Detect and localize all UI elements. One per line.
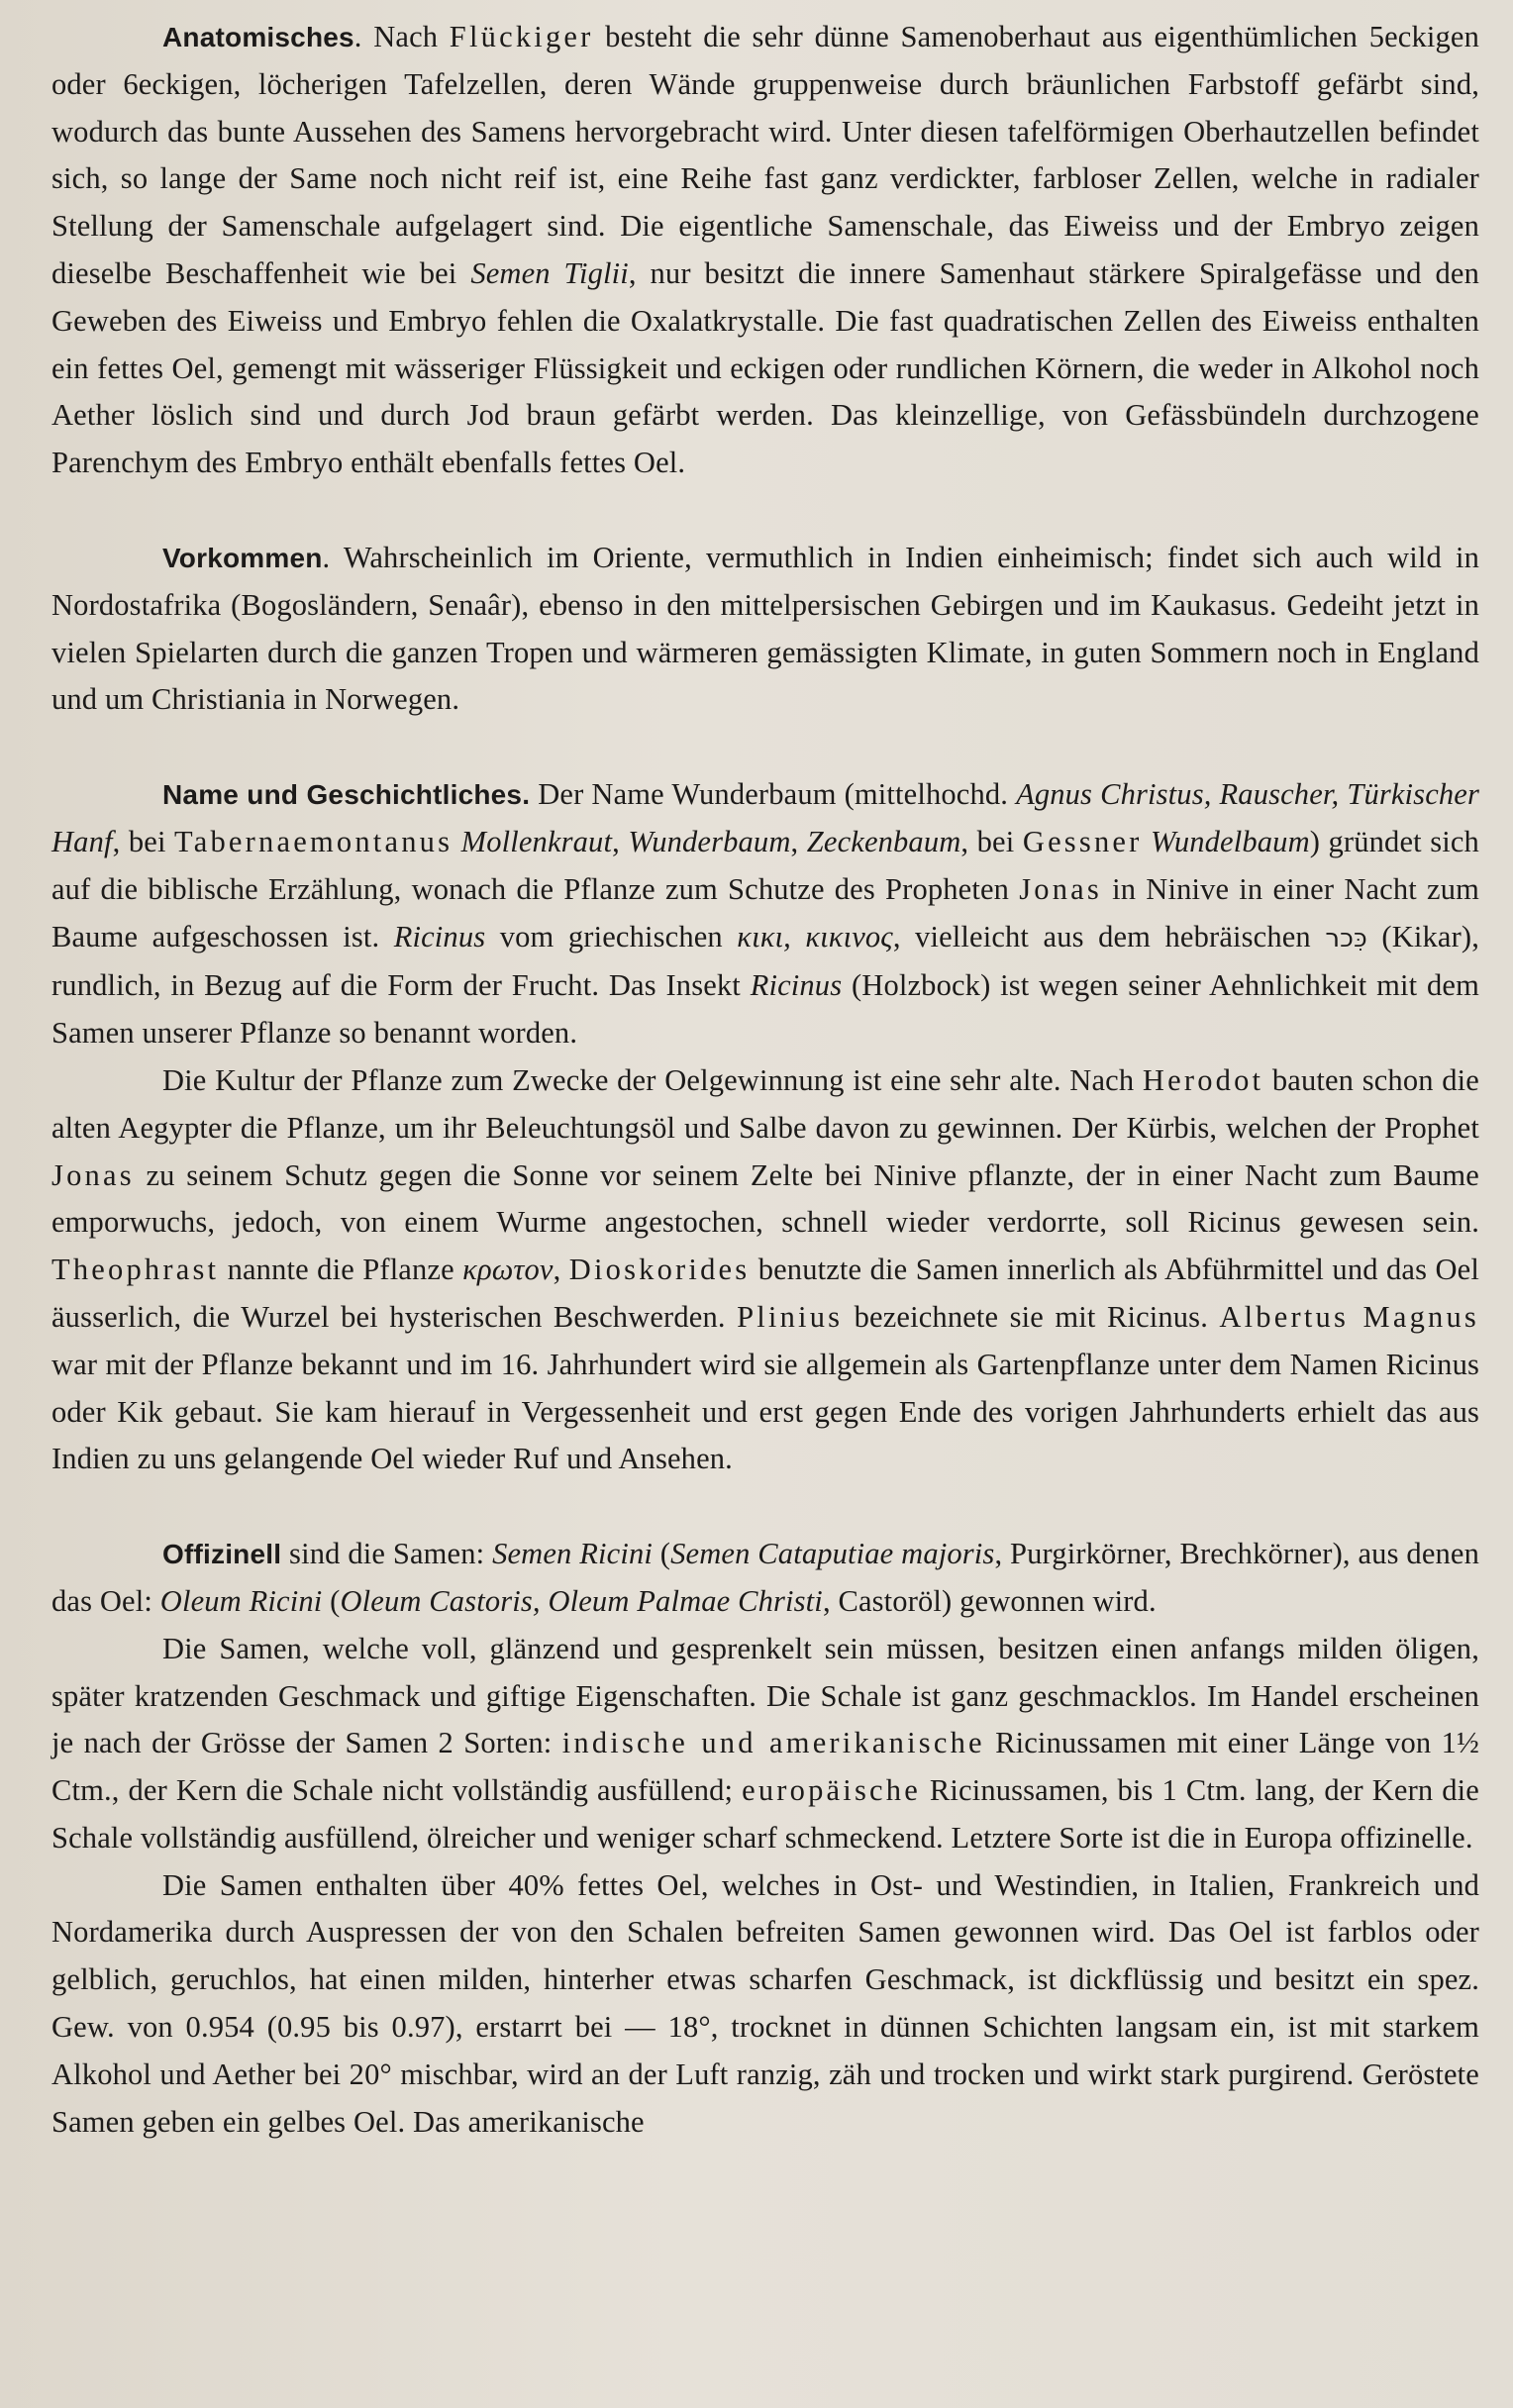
text-run: Ricinussamen mit einer Länge von 1½ Ctm., der Kern die Schale nicht vollständig ausfüllend; xyxy=(51,1726,1479,1808)
paragraph-name-2 xyxy=(51,1057,1479,1483)
section-gap xyxy=(51,1483,1479,1531)
italic-term: Wunderbaum xyxy=(628,824,791,858)
person-name: Jonas xyxy=(51,1157,135,1192)
italic-term: Semen Ricini xyxy=(492,1537,653,1571)
italic-term: Mollenkraut xyxy=(460,824,613,858)
text-run: . Wahrscheinlich im Oriente, vermuthlich in Indien einheimisch; findet sich auch wild in Nordostafrika (Bogosländern, Senaâr), ebenso in den mittelpersischen Gebirgen und im Kaukasus. Gedeiht jetzt in vielen Spielarten durch die ganzen Tropen und wärmeren gemässigten Klimate, in guten Sommern noch in England und um Christiania in Norwegen. xyxy=(51,540,1479,717)
paragraph-offizinell-2 xyxy=(51,1626,1479,1862)
text-run: ( xyxy=(322,1583,341,1618)
paragraph-vorkommen xyxy=(51,535,1479,724)
text-run: , Purgirkörner, Brechkörner), aus denen das Oel: xyxy=(51,1537,1479,1618)
text-run xyxy=(1143,825,1151,858)
text-run: , bei xyxy=(960,824,1023,858)
greek-word: κρωτον xyxy=(462,1253,554,1287)
text-run: zu seinem Schutz gegen die Sonne vor seinem Zelte bei Ninive pflanzte, der in einer Nacht zum Baume emporwuchs, jedoch, von einem Wurme angestochen, schnell wieder verdorrte, soll Ricinus gewesen sein. xyxy=(51,1157,1479,1240)
author-name: Gessner xyxy=(1022,824,1143,858)
author-name: Plinius xyxy=(737,1299,844,1334)
author-name: Albertus Magnus xyxy=(1219,1299,1479,1334)
text-run: ) gründet sich auf die biblische Erzählung, wonach die Pflanze zum Schutze des Propheten xyxy=(51,824,1479,906)
text-run: Die Samen, welche voll, glänzend und gesprenkelt sein müssen, besitzen einen anfangs milden öligen, später kratzenden Geschmack und giftige Eigenschaften. Die Schale ist ganz geschmacklos. Im Handel erscheinen je nach der Grösse der Samen 2 Sorten: xyxy=(51,1631,1479,1760)
author-name: Tabernaemontanus xyxy=(174,824,454,858)
author-name: Theophrast xyxy=(51,1253,220,1287)
section-vorkommen xyxy=(51,535,1479,724)
spaced-term: indische und amerikanische xyxy=(561,1726,985,1760)
heading-anatomisches: Anatomisches xyxy=(162,22,354,52)
text-run: , xyxy=(790,824,807,858)
paragraph-name-1 xyxy=(51,771,1479,1057)
text-run: Die Kultur der Pflanze zum Zwecke der Oelgewinnung ist eine sehr alte. Nach xyxy=(162,1062,1143,1097)
heading-vorkommen: Vorkommen xyxy=(162,542,323,573)
text-run: war mit der Pflanze bekannt und im 16. Jahrhundert wird sie allgemein als Gartenpflanze unter dem Namen Ricinus oder Kik gebaut. Sie kam hierauf in Vergessenheit und erst gegen Ende des vorigen Jahrhunderts erhielt das aus Indien zu uns gelangende Oel wieder Ruf und Ansehen. xyxy=(51,1347,1479,1476)
italic-term: Ricinus xyxy=(393,919,486,953)
italic-term: Wundelbaum xyxy=(1150,824,1310,858)
text-run: , Castoröl) gewonnen wird. xyxy=(822,1583,1157,1618)
text-run: vom griechischen xyxy=(485,919,738,953)
person-name: Jonas xyxy=(1019,871,1102,906)
heading-offizinell: Offizinell xyxy=(162,1539,282,1570)
text-run: Der Name Wunderbaum (mittelhochd. xyxy=(530,777,1017,812)
text-run: , bei xyxy=(112,824,175,858)
text-run: . Nach xyxy=(353,20,450,53)
text-run xyxy=(453,825,460,858)
heading-name-geschichtliches: Name und Geschichtliches. xyxy=(162,779,531,811)
section-offizinell xyxy=(51,1531,1479,2146)
text-run: in Ninive in einer Nacht zum Baume aufgeschossen ist. xyxy=(51,871,1479,953)
italic-term: Oleum Ricini xyxy=(159,1583,323,1618)
author-name: Herodot xyxy=(1142,1062,1264,1097)
author-name: Dioskorides xyxy=(568,1253,751,1287)
paragraph-anatomisches xyxy=(51,14,1479,487)
text-run: , nur besitzt die innere Samenhaut stärkere Spiralgefässe und den Geweben des Eiweiss und Embryo fehlen die Oxalatkrystalle. Die fast quadratischen Zellen des Eiweiss enthalten ein fettes Oel, gemengt mit wässeriger Flüssigkeit und eckigen oder rundlichen Körnern, die weder in Alkohol noch Aether löslich sind und durch Jod braun gefärbt werden. Das kleinzellige, von Gefässbündeln durchzogene Parenchym des Embryo enthält ebenfalls fettes Oel. xyxy=(51,255,1479,480)
text-run: besteht die sehr dünne Samenoberhaut aus eigenthümlichen 5eckigen oder 6eckigen, löcherigen Tafelzellen, deren Wände gruppenweise durch bräunlichen Farbstoff gefärbt sind, wodurch das bunte Aussehen des Samens hervorgebracht wird. Unter diesen tafelförmigen Oberhautzellen befindet sich, so lange der Same noch nicht reif ist, eine Reihe fast ganz verdickter, farbloser Zellen, welche in radialer Stellung der Samenschale aufgelagert sind. Die eigentliche Samenschale, das Eiweiss und der Embryo zeigen dieselbe Beschaffenheit wie bei xyxy=(51,20,1479,290)
text-run: , xyxy=(553,1253,569,1287)
greek-word: κικι, κικινος xyxy=(737,919,893,953)
text-run: , xyxy=(612,824,629,858)
text-run: Ricinussamen, bis 1 Ctm. lang, der Kern die Schale vollständig ausfüllend, ölreicher und weniger scharf schmeckend. Letztere Sorte ist die in Europa offizinelle. xyxy=(51,1773,1479,1855)
text-run: (Kikar), rundlich, in Bezug auf die Form der Frucht. Das Insekt xyxy=(51,919,1479,1003)
text-run: bezeichnete sie mit Ricinus. xyxy=(843,1299,1220,1334)
italic-term: Ricinus xyxy=(750,968,843,1003)
text-run: (Holzbock) ist wegen seiner Aehnlichkeit mit dem Samen unserer Pflanze so benannt worden. xyxy=(51,968,1479,1051)
italic-term: Zeckenbaum xyxy=(806,824,961,858)
text-run: , vielleicht aus dem hebräischen xyxy=(892,919,1326,953)
italic-term: Semen Tiglii xyxy=(470,255,629,290)
text-run: nannte die Pflanze xyxy=(219,1253,463,1287)
section-gap xyxy=(51,724,1479,771)
author-name: Flückiger xyxy=(449,20,594,53)
italic-term: Oleum Castoris, Oleum Palmae Christi xyxy=(340,1583,823,1618)
text-run: benutzte die Samen innerlich als Abführmittel und das Oel äusserlich, die Wurzel bei hysterischen Beschwerden. xyxy=(51,1253,1479,1334)
paragraph-offizinell-3: Die Samen enthalten über 40% fettes Oel, welches in Ost- und Westindien, in Italien, Frankreich und Nordamerika durch Auspressen der von den Schalen befreiten Samen gewonnen wird. Das Oel ist farblos oder gelblich, geruchlos, hat einen milden, hinterher etwas scharfen Geschmack, ist dickflüssig und besitzt ein spez. Gew. von 0.954 (0.95 bis 0.97), erstarrt bei — 18°, trocknet in dünnen Schichten langsam ein, ist mit starkem Alkohol und Aether bei 20° mischbar, wird an der Luft ranzig, zäh und trocken und wirkt stark purgirend. Geröstete Samen geben ein gelbes Oel. Das amerikanische xyxy=(51,1867,1479,2139)
italic-term: Agnus Christus, Rauscher, Türkischer Hanf xyxy=(51,777,1479,858)
section-name-geschichtliches xyxy=(51,771,1479,1483)
italic-term: Semen Cataputiae majoris xyxy=(670,1537,995,1571)
section-gap xyxy=(51,487,1479,535)
spaced-term: europäische xyxy=(742,1773,921,1808)
hebrew-word: כִּכר xyxy=(1325,923,1367,953)
text-run: bauten schon die alten Aegypter die Pflanze, um ihr Beleuchtungsöl und Salbe davon zu gewinnen. Der Kürbis, welchen der Prophet xyxy=(51,1062,1479,1145)
text-run: ( xyxy=(652,1537,671,1571)
paragraph-offizinell-1 xyxy=(51,1531,1479,1626)
text-run: sind die Samen: xyxy=(281,1537,493,1571)
section-anatomisches xyxy=(51,14,1479,487)
